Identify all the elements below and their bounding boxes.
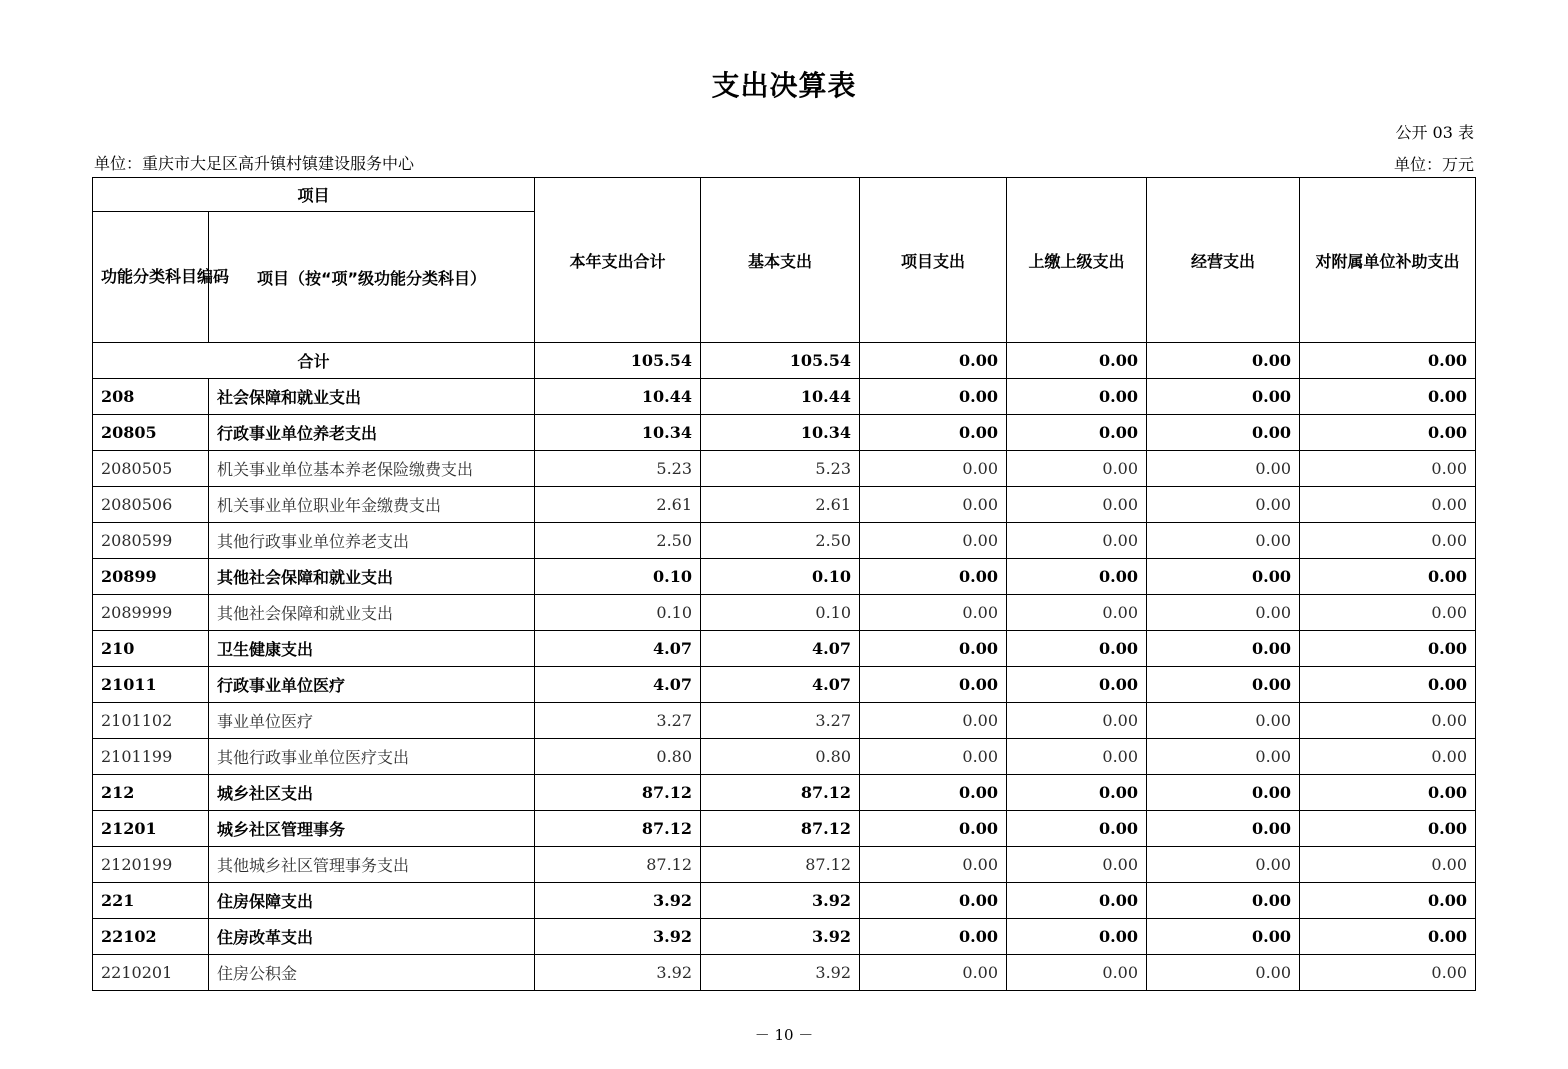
- row-value: 0.00: [1300, 703, 1476, 739]
- row-value: 2.50: [701, 523, 860, 559]
- row-name: 城乡社区管理事务: [209, 811, 535, 847]
- currency-unit: 单位：万元: [1393, 155, 1474, 174]
- row-value: 0.00: [860, 523, 1007, 559]
- row-value: 0.10: [701, 595, 860, 631]
- row-value: 3.92: [535, 955, 701, 991]
- row-value: 0.00: [1007, 523, 1147, 559]
- row-value: 87.12: [535, 847, 701, 883]
- row-value: 0.00: [1147, 451, 1300, 487]
- table-row: [93, 955, 1476, 991]
- row-value: 3.92: [701, 883, 860, 919]
- total-value: 0.00: [1007, 343, 1147, 379]
- table-row: [93, 451, 1476, 487]
- row-value: 0.00: [1007, 919, 1147, 955]
- row-value: 0.00: [1007, 451, 1147, 487]
- table-row: [93, 487, 1476, 523]
- row-value: 0.00: [1147, 523, 1300, 559]
- row-value: 0.00: [1007, 487, 1147, 523]
- row-value: 0.00: [1300, 883, 1476, 919]
- row-value: 0.00: [1300, 559, 1476, 595]
- header-col-operating: 经营支出: [1147, 178, 1300, 343]
- row-value: 0.00: [1007, 955, 1147, 991]
- row-code: 20805: [93, 415, 209, 451]
- row-value: 0.00: [1147, 631, 1300, 667]
- row-value: 0.00: [860, 775, 1007, 811]
- row-value: 0.00: [860, 631, 1007, 667]
- row-code: 2120199: [93, 847, 209, 883]
- row-name: 卫生健康支出: [209, 631, 535, 667]
- row-value: 0.00: [860, 703, 1007, 739]
- row-value: 3.92: [701, 955, 860, 991]
- row-value: 0.00: [1300, 847, 1476, 883]
- row-code: 221: [93, 883, 209, 919]
- row-code: 20899: [93, 559, 209, 595]
- row-value: 4.07: [535, 631, 701, 667]
- row-value: 0.00: [1007, 415, 1147, 451]
- row-value: 0.00: [1300, 811, 1476, 847]
- row-name: 住房改革支出: [209, 919, 535, 955]
- page-number: － 10 －: [754, 1026, 814, 1044]
- row-value: 0.00: [860, 883, 1007, 919]
- row-code: 208: [93, 379, 209, 415]
- total-value: 0.00: [860, 343, 1007, 379]
- row-value: 0.00: [1007, 379, 1147, 415]
- row-value: 3.92: [701, 919, 860, 955]
- row-value: 4.07: [701, 631, 860, 667]
- total-value: 105.54: [535, 343, 701, 379]
- row-value: 0.00: [860, 595, 1007, 631]
- row-value: 0.00: [1147, 883, 1300, 919]
- row-value: 2.61: [535, 487, 701, 523]
- table-row: [93, 775, 1476, 811]
- row-name: 其他社会保障和就业支出: [209, 559, 535, 595]
- row-value: 0.00: [1007, 667, 1147, 703]
- row-name: 其他社会保障和就业支出: [209, 595, 535, 631]
- table-row: [93, 847, 1476, 883]
- row-value: 0.00: [1007, 703, 1147, 739]
- row-name: 其他行政事业单位医疗支出: [209, 739, 535, 775]
- row-name: 机关事业单位职业年金缴费支出: [209, 487, 535, 523]
- table-row: [93, 631, 1476, 667]
- row-value: 0.00: [1007, 811, 1147, 847]
- row-name: 行政事业单位医疗: [209, 667, 535, 703]
- header-col-remit: 上缴上级支出: [1007, 178, 1147, 343]
- row-value: 0.00: [1147, 847, 1300, 883]
- row-value: 0.00: [1147, 919, 1300, 955]
- row-value: 0.00: [1300, 919, 1476, 955]
- row-value: 0.00: [1147, 487, 1300, 523]
- row-code: 212: [93, 775, 209, 811]
- row-name: 住房保障支出: [209, 883, 535, 919]
- row-value: 0.00: [1147, 955, 1300, 991]
- table-row: [93, 379, 1476, 415]
- row-value: 0.00: [1300, 739, 1476, 775]
- row-value: 0.00: [860, 451, 1007, 487]
- row-code: 21201: [93, 811, 209, 847]
- row-name: 行政事业单位养老支出: [209, 415, 535, 451]
- row-name: 其他行政事业单位养老支出: [209, 523, 535, 559]
- header-code: 功能分类科目编码: [93, 212, 209, 343]
- row-value: 0.00: [1007, 559, 1147, 595]
- row-code: 2080506: [93, 487, 209, 523]
- row-value: 2.61: [701, 487, 860, 523]
- row-value: 0.00: [1300, 631, 1476, 667]
- table-row: [93, 883, 1476, 919]
- row-value: 0.00: [1300, 595, 1476, 631]
- row-value: 0.00: [860, 811, 1007, 847]
- row-value: 5.23: [535, 451, 701, 487]
- total-value: 0.00: [1147, 343, 1300, 379]
- row-value: 0.00: [1300, 451, 1476, 487]
- row-code: 2101102: [93, 703, 209, 739]
- row-code: 22102: [93, 919, 209, 955]
- row-value: 3.27: [701, 703, 860, 739]
- row-value: 0.80: [701, 739, 860, 775]
- reporting-unit: 单位：重庆市大足区高升镇村镇建设服务中心: [94, 154, 415, 173]
- row-code: 2210201: [93, 955, 209, 991]
- row-value: 0.00: [1147, 415, 1300, 451]
- expenditure-table: [92, 177, 1476, 991]
- row-value: 0.00: [860, 739, 1007, 775]
- header-col-subsidy: 对附属单位补助支出: [1300, 178, 1476, 343]
- row-code: 210: [93, 631, 209, 667]
- header-col-project: 项目支出: [860, 178, 1007, 343]
- row-value: 0.00: [1300, 523, 1476, 559]
- total-row: [93, 343, 1476, 379]
- table-row: [93, 667, 1476, 703]
- row-value: 0.00: [1147, 595, 1300, 631]
- row-value: 0.00: [1300, 667, 1476, 703]
- row-code: 2080599: [93, 523, 209, 559]
- row-value: 4.07: [535, 667, 701, 703]
- row-value: 10.44: [701, 379, 860, 415]
- row-value: 0.00: [1147, 667, 1300, 703]
- table-row: [93, 559, 1476, 595]
- row-value: 10.34: [701, 415, 860, 451]
- row-value: 0.00: [1147, 775, 1300, 811]
- row-value: 0.00: [1147, 739, 1300, 775]
- header-col-total: 本年支出合计: [535, 178, 701, 343]
- row-value: 4.07: [701, 667, 860, 703]
- header-col-basic: 基本支出: [701, 178, 860, 343]
- row-value: 10.34: [535, 415, 701, 451]
- row-value: 0.00: [860, 667, 1007, 703]
- row-name: 城乡社区支出: [209, 775, 535, 811]
- row-value: 0.00: [1300, 775, 1476, 811]
- row-value: 0.00: [1147, 811, 1300, 847]
- row-name: 其他城乡社区管理事务支出: [209, 847, 535, 883]
- table-row: [93, 811, 1476, 847]
- row-value: 0.00: [860, 919, 1007, 955]
- row-value: 87.12: [535, 775, 701, 811]
- table-row: [93, 739, 1476, 775]
- row-name: 机关事业单位基本养老保险缴费支出: [209, 451, 535, 487]
- table-row: [93, 703, 1476, 739]
- table-row: [93, 919, 1476, 955]
- row-value: 3.92: [535, 883, 701, 919]
- row-value: 0.00: [860, 847, 1007, 883]
- row-value: 0.00: [860, 955, 1007, 991]
- row-value: 0.00: [860, 487, 1007, 523]
- table-row: [93, 415, 1476, 451]
- row-value: 0.00: [1147, 379, 1300, 415]
- page-title: 支出决算表: [711, 69, 857, 102]
- row-value: 0.00: [1147, 703, 1300, 739]
- row-value: 0.00: [1300, 955, 1476, 991]
- row-value: 0.00: [860, 415, 1007, 451]
- row-code: 2080505: [93, 451, 209, 487]
- total-value: 0.00: [1300, 343, 1476, 379]
- row-value: 87.12: [701, 811, 860, 847]
- table-row: [93, 523, 1476, 559]
- row-value: 0.00: [1147, 559, 1300, 595]
- row-value: 0.00: [1007, 847, 1147, 883]
- row-value: 0.80: [535, 739, 701, 775]
- row-value: 0.10: [701, 559, 860, 595]
- row-code: 21011: [93, 667, 209, 703]
- row-value: 5.23: [701, 451, 860, 487]
- row-value: 0.00: [1007, 775, 1147, 811]
- row-value: 0.00: [1007, 595, 1147, 631]
- row-value: 2.50: [535, 523, 701, 559]
- header-project: 项目: [93, 178, 535, 212]
- row-name: 事业单位医疗: [209, 703, 535, 739]
- row-code: 2089999: [93, 595, 209, 631]
- row-value: 0.00: [1007, 883, 1147, 919]
- row-value: 0.00: [1007, 739, 1147, 775]
- row-name: 社会保障和就业支出: [209, 379, 535, 415]
- row-value: 0.00: [860, 559, 1007, 595]
- row-value: 87.12: [701, 847, 860, 883]
- total-value: 105.54: [701, 343, 860, 379]
- table-number: 公开 03 表: [1395, 123, 1474, 142]
- row-value: 0.00: [860, 379, 1007, 415]
- row-value: 0.00: [1300, 415, 1476, 451]
- row-code: 2101199: [93, 739, 209, 775]
- row-value: 3.27: [535, 703, 701, 739]
- row-value: 0.00: [1300, 487, 1476, 523]
- row-value: 3.92: [535, 919, 701, 955]
- header-item: 项目（按“项”级功能分类科目）: [209, 212, 535, 343]
- row-value: 0.00: [1007, 631, 1147, 667]
- total-label: 合计: [93, 343, 535, 379]
- row-name: 住房公积金: [209, 955, 535, 991]
- row-value: 87.12: [701, 775, 860, 811]
- row-value: 0.10: [535, 595, 701, 631]
- row-value: 10.44: [535, 379, 701, 415]
- row-value: 0.10: [535, 559, 701, 595]
- row-value: 87.12: [535, 811, 701, 847]
- table-row: [93, 595, 1476, 631]
- row-value: 0.00: [1300, 379, 1476, 415]
